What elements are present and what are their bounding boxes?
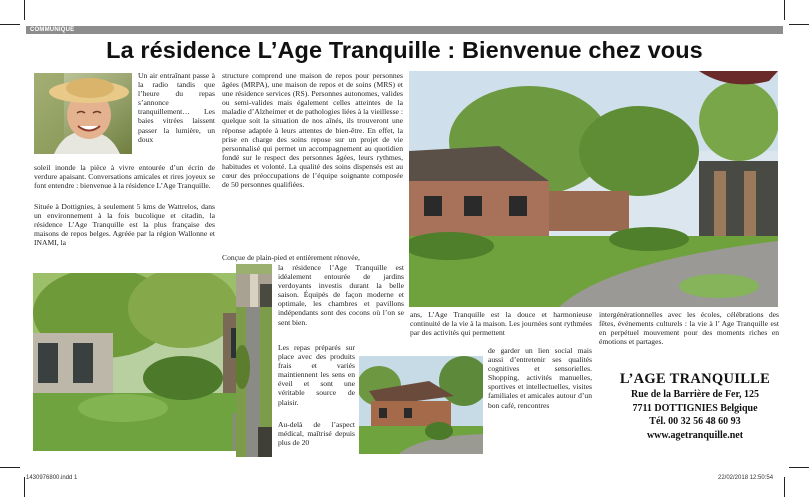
article-social: de garder un lien social mais aussi d’entretenir ses qualités cognitives et sensorielles. Shopping, activités manuelles, sportives et intellectuelles, visites familiales et amicales autour d’un bon café, rencontres bbox=[488, 346, 592, 410]
article-beyond: Au-delà de l’aspect médical, maîtrisé depuis plus de 20 bbox=[278, 420, 355, 448]
category-bar bbox=[26, 26, 783, 34]
article-intro-wrap: Un air entraînant passe à la radio tandis que l’heure du repas s’annonce tranquillement… Les baies vitrées laissent passer la lumière, un doux bbox=[138, 71, 215, 144]
contact-website: www.agetranquille.net bbox=[646, 429, 744, 441]
crop-mark bbox=[784, 477, 785, 497]
article-structure: structure comprend une maison de repos pour personnes âgées (MRPA), une maison de repos et de soins (MRS) et une résidence services (RS). Personnes autonomes, valides ou semi-valides mais également celles atteintes de la maladie d’Alzheimer et de pathologies liées à la vieillesse : quelque soit la situation de nos aînés, ils trouveront une réponse adaptée à leurs attentes de bien-être. En effet, la prise en charge des soins repose sur un projet de vie personnalisé qui permet un accompagnement au quotidien fondé sur le respect des personnes âgées, leurs rythmes, habitudes et volonté. La qualité des soins dispensés est au cœur des préoccupations de l’équipe soignante composée de 50 personnes qualifiées. bbox=[222, 71, 403, 190]
article-garden: la résidence l’Age Tranquille est idéalement entourée de jardins verdoyants investis durant la belle saison. Équipés de façon moderne et optimale, les chambres et pavillons indépendants sont des cocons où l’on se sent bien. bbox=[278, 263, 404, 327]
portrait-photo bbox=[34, 73, 132, 154]
article-concu: Conçue de plain-pied et entièrement rénovée, bbox=[222, 253, 360, 262]
residence-photo bbox=[409, 71, 778, 307]
newspaper-page bbox=[26, 26, 783, 466]
crop-mark bbox=[24, 477, 25, 497]
footer-file: 1430976800.indd 1 bbox=[26, 475, 78, 481]
article-intro: soleil inonde la pièce à vivre entourée d’un écrin de verdure apaisant. Conversations amicales et rires joyeux se font entendre : bienvenue à la résidence L’Age Tranquille. bbox=[34, 163, 215, 191]
article-continuity: ans, L’Age Tranquille est la douce et harmonieuse continuité de la vie à la maison. Les journées sont rythmées par des activités qui permettent bbox=[410, 310, 592, 338]
footer-datetime: 22/02/2018 12:50:54 bbox=[718, 475, 774, 481]
crop-mark bbox=[0, 24, 20, 25]
crop-mark bbox=[0, 467, 20, 468]
contact-phone: Tél. 00 32 56 48 60 93 bbox=[649, 416, 741, 427]
contact-name: L’AGE TRANQUILLE bbox=[619, 371, 771, 387]
headline: La résidence L’Age Tranquille : Bienvenue chez vous bbox=[106, 37, 703, 63]
contact-street: Rue de la Barrière de Fer, 125 bbox=[630, 389, 760, 400]
crop-mark bbox=[24, 0, 25, 20]
building-photo bbox=[359, 356, 483, 454]
contact-block bbox=[611, 371, 779, 442]
contact-city: 7711 DOTTIGNIES Belgique bbox=[632, 402, 758, 414]
article-location: Située à Dottignies, à seulement 5 kms de Wattrelos, dans un environnement à la fois bucolique et citadin, la résidence L’Age Tranquille est la plus française des maisons de repos belges. Agréée par la région Wallonne et INAMI, la bbox=[34, 202, 215, 248]
terrace-photo bbox=[236, 264, 272, 307]
crop-mark bbox=[789, 24, 809, 25]
article-events: intergénérationnelles avec les écoles, célébrations des fêtes, événements culturels : la vie à l’ Age Tranquille est en perpétuel mouvement pour des moments riches en émotions et partages. bbox=[599, 310, 779, 347]
path-photo bbox=[236, 307, 272, 457]
category-label: COMMUNIQUÉ bbox=[30, 27, 75, 33]
article-meals: Les repas préparés sur place avec des produits frais et variés maintiennent les sens en éveil et sont une véritable source de plaisir. bbox=[278, 343, 355, 407]
crop-mark bbox=[784, 0, 785, 20]
crop-mark bbox=[789, 467, 809, 468]
